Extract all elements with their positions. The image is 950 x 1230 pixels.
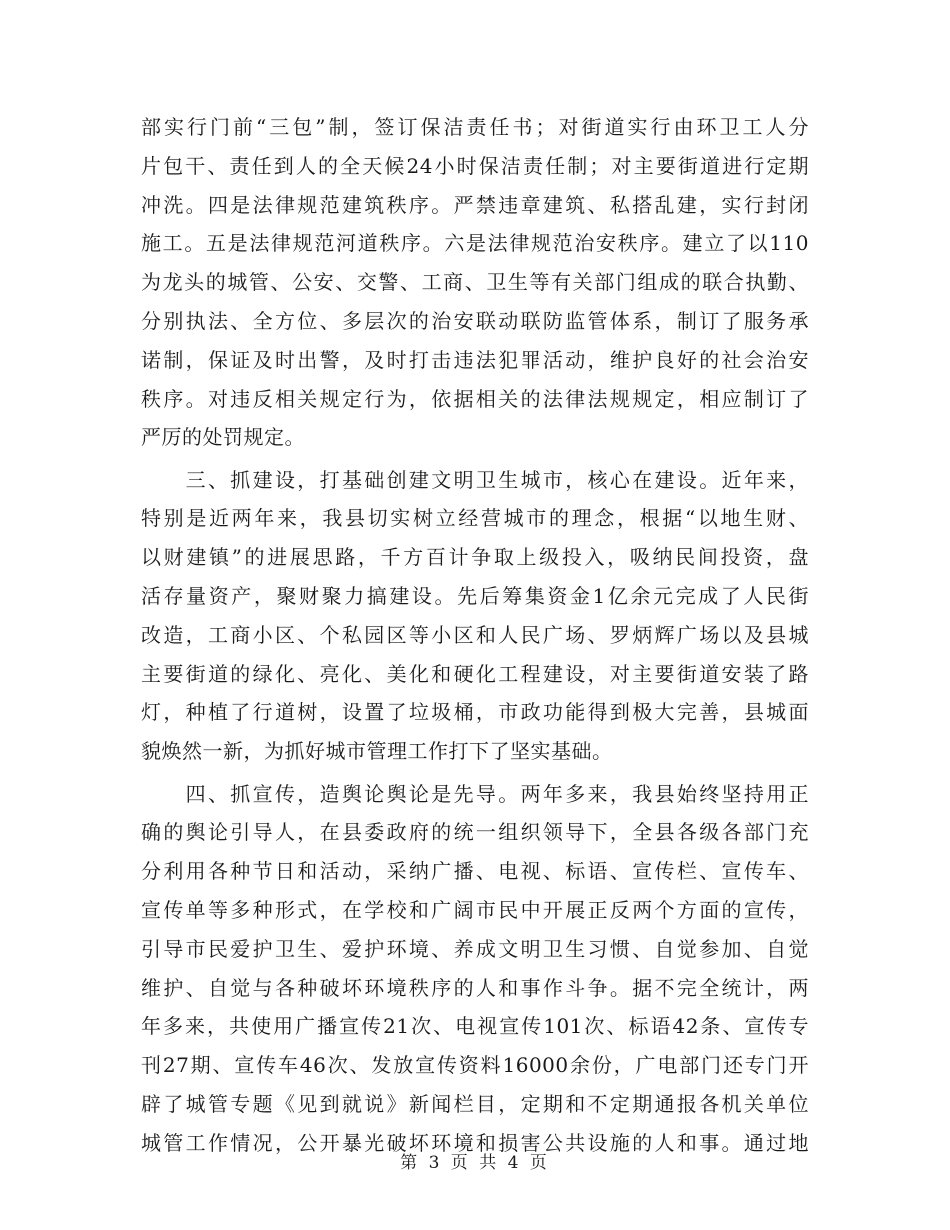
text-line: 宣传单等多种形式，在学校和广阔市民中开展正反两个方面的宣传， xyxy=(141,897,809,922)
text-line: 貌焕然一新，为抓好城市管理工作打下了坚实基础。 xyxy=(141,739,613,764)
text-line: 辟了城管专题《见到就说》新闻栏目，定期和不定期通报各机关单位 xyxy=(141,1091,809,1116)
paragraph-1 xyxy=(141,108,809,457)
text-line: 分别执法、全方位、多层次的治安联动联防监管体系，制订了服务承 xyxy=(141,308,809,333)
paragraph-2 xyxy=(141,461,809,771)
text-line: 城管工作情况，公开暴光破坏环境和损害公共设施的人和事。通过地 xyxy=(141,1130,809,1155)
text-line: 主要街道的绿化、亮化、美化和硬化工程建设，对主要街道安装了路 xyxy=(141,661,809,686)
text-line: 灯，种植了行道树，设置了垃圾桶，市政功能得到极大完善，县城面 xyxy=(141,700,809,725)
text-line: 特别是近两年来，我县切实树立经营城市的理念，根据“以地生财、 xyxy=(141,506,809,531)
text-line: 刊27期、宣传车46次、发放宣传资料16000余份，广电部门还专门开 xyxy=(141,1053,809,1078)
text-line: 施工。五是法律规范河道秩序。六是法律规范治安秩序。建立了以110 xyxy=(141,231,809,256)
text-line: 秩序。对违反相关规定行为，依据相关的法律法规规定，相应制订了 xyxy=(141,386,809,411)
text-line: 为龙头的城管、公安、交警、工商、卫生等有关部门组成的联合执勤、 xyxy=(141,270,809,295)
text-line: 严厉的处罚规定。 xyxy=(141,425,305,450)
text-line: 三、抓建设，打基础创建文明卫生城市，核心在建设。近年来， xyxy=(141,467,809,492)
text-line: 以财建镇”的进展思路，千方百计争取上级投入，吸纳民间投资，盘 xyxy=(141,545,809,570)
text-line: 活存量资产，聚财聚力搞建设。先后筹集资金1亿余元完成了人民街 xyxy=(141,584,809,609)
text-line: 年多来，共使用广播宣传21次、电视宣传101次、标语42条、宣传专 xyxy=(141,1014,809,1039)
text-line: 确的舆论引导人，在县委政府的统一组织领导下，全县各级各部门充 xyxy=(141,820,809,845)
page-number-footer: 第 3 页 共 4 页 xyxy=(400,1153,550,1173)
text-line: 维护、自觉与各种破坏环境秩序的人和事作斗争。据不完全统计，两 xyxy=(141,975,809,1000)
text-line: 冲洗。四是法律规范建筑秩序。严禁违章建筑、私搭乱建，实行封闭 xyxy=(141,192,809,217)
text-line: 四、抓宣传，造舆论舆论是先导。两年多来，我县始终坚持用正 xyxy=(141,781,809,806)
text-line: 分利用各种节日和活动，采纳广播、电视、标语、宣传栏、宣传车、 xyxy=(141,859,809,884)
paragraph-3 xyxy=(141,775,809,1163)
text-line: 改造，工商小区、个私园区等小区和人民广场、罗炳辉广场以及县城 xyxy=(141,622,809,647)
text-line: 部实行门前“三包”制，签订保洁责任书；对街道实行由环卫工人分 xyxy=(141,115,809,139)
text-line: 引导市民爱护卫生、爱护环境、养成文明卫生习惯、自觉参加、自觉 xyxy=(141,936,809,961)
body-text xyxy=(141,108,809,1163)
text-line: 诺制，保证及时出警，及时打击违法犯罪活动，维护良好的社会治安 xyxy=(141,347,809,372)
text-line: 片包干、责任到人的全天候24小时保洁责任制；对主要街道进行定期 xyxy=(141,153,809,178)
